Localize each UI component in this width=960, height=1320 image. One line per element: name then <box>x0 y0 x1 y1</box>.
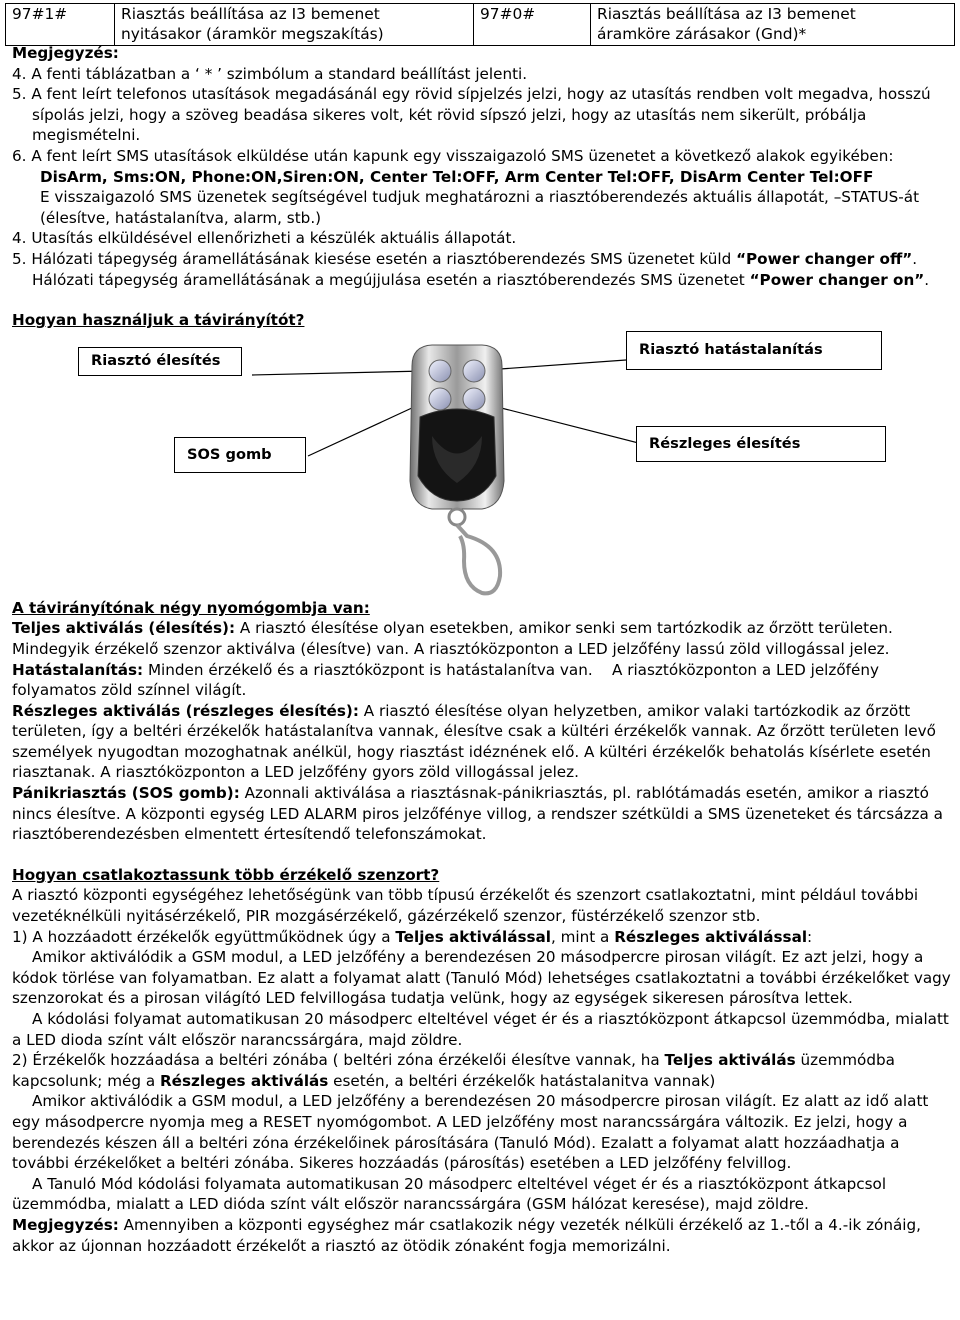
label-arm: Riasztó élesítés <box>78 347 242 376</box>
sensors-step-1: 1) A hozzáadott érzékelők együttműködnek úgy a Teljes aktiválással, mint a Részleges aktiválással: <box>12 927 813 946</box>
arm-button-icon <box>429 360 451 382</box>
code-cell <box>474 4 591 46</box>
sensors-step-1-body: Amikor aktiválódik a GSM modul, a LED jelzőfény a berendezésen 20 másodpercre pirosan világít. Ez azt jelzi, hogy a kódok törlése van folyamatban. Ez alatt a folyamat alatt (Tanuló Mód) lehetséges csatlakoztatni a további érzékelőket vagy szenzorokat és a pirosan világító LED felvillogása tudatja velünk, hogy az egységek sikeresen párosítva lettek. <box>12 948 951 1008</box>
sensors-intro: A riasztó központi egységéhez lehetőségünk van több típusú érzékelőt és szenzort csatlakoztatni, mint például további vezetéknélküli nyitásérzékelő, PIR mozgásérzékelő, gázérzékelő szenzor, füstérzékelő szenzor stb. <box>12 886 919 926</box>
partial-arm-desc: Részleges aktiválás (részleges élesítés): A riasztó élesítése olyan helyzetben, amikor valaki tartózkodik az őrzött területen, így a beltéri érzékelők hatástalanítva vannak, élesítve csak a kültéri érzékelők vannak. Az őrzött területen levő személyek nyugodtan mozoghatnak anélkül, hogy riasztást idéznének elő. A kültéri érzékelők behatolás kísérlete esetén riasztanak. A riasztóközponton a LED jelzőfény gyors zöld villogással jelez. <box>12 701 936 782</box>
buttons-heading: A távirányítónak négy nyomógombja van: <box>12 598 370 617</box>
note-6: 6. A fent leírt SMS utasítások elküldése után kapunk egy visszaigazoló SMS üzenetet a következő alakok egyikében: <box>12 146 894 165</box>
pointer-line <box>308 401 427 456</box>
remote-heading: Hogyan használjuk a távirányítót? <box>12 311 305 330</box>
partial-arm-button-icon <box>463 388 485 410</box>
sms-codes: DisArm, Sms:ON, Phone:ON,Siren:ON, Center Tel:OFF, Arm Center Tel:OFF, DisArm Center Tel:OFF <box>40 167 874 186</box>
desc-cell <box>115 4 474 46</box>
sensors-heading: Hogyan csatlakoztassunk több érzékelő szenzort? <box>12 865 440 884</box>
note-4b: 4. Utasítás elküldésével ellenőrizheti a készülék aktuális állapotát. <box>12 229 517 248</box>
code-97-1: 97#1# <box>12 5 68 23</box>
desc-line: Riasztás beállítása az I3 bemenet <box>597 5 856 23</box>
note-5: 5. A fent leírt telefonos utasítások megadásánál egy rövid sípjelzés jelzi, hogy az utasítás rendben volt megadva, hosszú sípolás jelzi, hogy a szöveg beadása sikeres volt, két rövid sípszó jelzi, hogy az utasítás nem sikerült, próbálja megismételni. <box>12 85 931 145</box>
note-4: 4. A fenti táblázatban a ‘ * ’ szimbólum a standard beállítást jelenti. <box>12 64 528 83</box>
disarm-button-icon <box>463 360 485 382</box>
notes-heading: Megjegyzés: <box>12 44 119 62</box>
desc-cell <box>591 4 955 46</box>
settings-table <box>5 3 955 46</box>
document-body <box>12 43 952 1256</box>
desc-line: nyitásakor (áramkör megszakítás) <box>121 24 384 43</box>
note-5c: Hálózati tápegység áramellátásának a megújjulása esetén a riasztóberendezés SMS üzenetet “Power changer on”. <box>32 270 930 289</box>
sensors-note: Megjegyzés: Amennyiben a központi egységhez már csatlakozik négy vezeték nélküli érzékelő az 1.-től a 4.-ik zónáig, akkor az újonnan hozzáadott érzékelőt a riasztó az ötödik zónaként fogja memorizálni. <box>12 1215 921 1255</box>
full-arm-desc: Teljes aktiválás (élesítés): A riasztó élesítése olyan esetekben, amikor senki sem tartózkodik az őrzött területen. Mindegyik érzékelő szenzor aktiválva (élesítve) van. A riasztóközponton a LED jelzőfény lassú zöld villogással jelez. <box>12 619 893 658</box>
note-6-status: E visszaigazoló SMS üzenetek segítségével tudjuk meghatározni a riasztóberendezés aktuális állapotát, –STATUS-át (élesítve, hatástalanítva, alarm, stb.) <box>40 188 920 227</box>
label-sos: SOS gomb <box>174 437 306 473</box>
label-disarm: Riasztó hatástalanítás <box>626 331 882 370</box>
desc-line: áramköre zárásakor (Gnd)* <box>597 24 807 43</box>
disarm-desc: Hatástalanítás: Minden érzékelő és a riasztóközpont is hatástalanítva van. A riasztóközponton a LED jelzőfény folyamatos zöld színnel világít. <box>12 660 884 700</box>
pointer-line <box>252 371 425 375</box>
keyring-hook-icon <box>457 525 500 593</box>
panic-desc: Pánikriasztás (SOS gomb): Azonnali aktiválása a riasztásnak-pánikriasztás, pl. rablótámadás esetén, amikor a riasztó nincs élesítve. A központi egység LED ALARM piros jelzőfénye villog, a rendszer szétküldi a SMS üzeneteket és tárcsázza a riasztóberendezésben elmentett értesítendő telefonszámokat. <box>12 784 943 844</box>
sensors-step-2-body2: A Tanuló Mód kódolási folyamata automatikusan 20 másodperc elteltével véget ér és a riasztóközpont átkapcsol üzemmódba, mialatt a LED dióda színt vált először narancssárgára (GSM hálózat keresése), majd zöldre. <box>12 1174 887 1214</box>
sensors-step-2-body: Amikor aktiválódik a GSM modul, a LED jelzőfény a berendezésen 20 másodpercre pirosan világít. Ez alatt az idő alatt egy másodpercre nyomja meg a RESET nyomógombot. A LED jelzőfény most narancssárgára változik. Ez jelzi, hogy a berendezés készen áll a beltéri zóna érzékelőinek párosítására (Tanuló Mód). Ezalatt a folyamat alatt hozzáadhatja a további érzékelőket a beltéri zónába. Sikeres hozzáadás (párosítás) esetében a LED jelzőfény felvillog. <box>12 1092 929 1173</box>
note-5b: 5. Hálózati tápegység áramellátásának kiesése esetén a riasztóberendezés SMS üzenetet küld “Power changer off”. <box>12 249 918 268</box>
desc-line: Riasztás beállítása az I3 bemenet <box>121 5 380 23</box>
sensors-step-1-body2: A kódolási folyamat automatikusan 20 másodperc elteltével véget ér és a riasztóközpont átkapcsol üzemmódba, mialatt a LED dioda színt vált először narancssárgára, majd zöldre. <box>12 1010 949 1049</box>
sensors-step-2: 2) Érzékelők hozzáadása a beltéri zónába ( beltéri zóna érzékelői élesítve vannak, ha Teljes aktiválás üzemmódba kapcsolunk; még a Részleges aktiválás esetén, a beltéri érzékelők hatástalanitva vannak) <box>12 1051 895 1090</box>
label-partial: Részleges élesítés <box>636 426 886 462</box>
code-97-0: 97#0# <box>480 5 536 23</box>
remote-figure <box>12 331 952 598</box>
code-cell <box>6 4 115 46</box>
table-row <box>6 4 955 46</box>
sos-button-icon <box>429 388 451 410</box>
keyring-icon <box>449 509 465 525</box>
